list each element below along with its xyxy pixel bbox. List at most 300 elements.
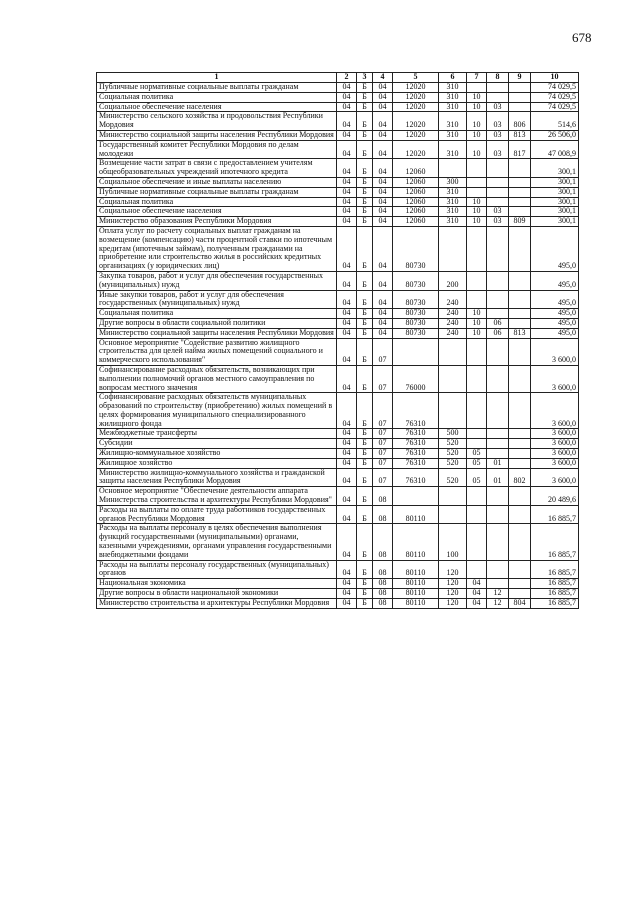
code-target: 80730 xyxy=(393,309,439,319)
code-department xyxy=(509,560,531,579)
code-ministry: 04 xyxy=(337,140,357,159)
row-name: Софинансирование расходных обязательств, возникающих при выполнении полномочий органов местного самоуправления по вопросам местного значения xyxy=(97,365,337,392)
code-department xyxy=(509,92,531,102)
code-subsection xyxy=(487,271,509,290)
code-department xyxy=(509,579,531,589)
row-name: Социальная политика xyxy=(97,197,337,207)
code-department xyxy=(509,102,531,112)
row-amount: 74 029,5 xyxy=(531,102,579,112)
row-amount: 16 885,7 xyxy=(531,560,579,579)
code-subprogram: 07 xyxy=(373,365,393,392)
code-ministry: 04 xyxy=(337,197,357,207)
code-program: Б xyxy=(357,271,373,290)
code-subsection xyxy=(487,177,509,187)
code-program: Б xyxy=(357,290,373,309)
code-subprogram: 04 xyxy=(373,271,393,290)
code-subprogram: 08 xyxy=(373,524,393,560)
column-header: 2 xyxy=(337,73,357,83)
code-expense-type xyxy=(439,338,467,365)
code-section xyxy=(467,487,487,506)
code-program: Б xyxy=(357,505,373,524)
row-name: Жилищно-коммунальное хозяйство xyxy=(97,449,337,459)
row-name: Министерство жилищно-коммунального хозяйства и гражданской защиты населения Республики Мордовия xyxy=(97,468,337,487)
code-expense-type: 310 xyxy=(439,197,467,207)
code-expense-type: 240 xyxy=(439,309,467,319)
row-amount: 495,0 xyxy=(531,318,579,328)
row-amount: 74 029,5 xyxy=(531,83,579,93)
code-subsection xyxy=(487,524,509,560)
code-program: Б xyxy=(357,159,373,178)
row-amount: 16 885,7 xyxy=(531,524,579,560)
code-target: 12060 xyxy=(393,207,439,217)
code-department xyxy=(509,505,531,524)
table-row xyxy=(97,598,579,608)
code-section: 10 xyxy=(467,140,487,159)
table-row xyxy=(97,429,579,439)
code-department xyxy=(509,197,531,207)
code-subprogram: 04 xyxy=(373,187,393,197)
code-subsection xyxy=(487,449,509,459)
code-ministry: 04 xyxy=(337,187,357,197)
row-amount: 26 506,0 xyxy=(531,130,579,140)
code-target: 80730 xyxy=(393,271,439,290)
code-ministry: 04 xyxy=(337,560,357,579)
code-section: 04 xyxy=(467,579,487,589)
code-subsection: 03 xyxy=(487,130,509,140)
table-row xyxy=(97,187,579,197)
code-department xyxy=(509,338,531,365)
code-ministry: 04 xyxy=(337,309,357,319)
code-target: 76310 xyxy=(393,449,439,459)
code-program: Б xyxy=(357,328,373,338)
code-ministry: 04 xyxy=(337,429,357,439)
code-subsection xyxy=(487,487,509,506)
row-amount: 3 600,0 xyxy=(531,468,579,487)
table-row xyxy=(97,468,579,487)
code-program: Б xyxy=(357,524,373,560)
code-expense-type xyxy=(439,487,467,506)
row-amount: 3 600,0 xyxy=(531,338,579,365)
code-subprogram: 04 xyxy=(373,318,393,328)
row-name: Социальная политика xyxy=(97,309,337,319)
column-header: 4 xyxy=(373,73,393,83)
table-row xyxy=(97,449,579,459)
table-row xyxy=(97,365,579,392)
row-amount: 3 600,0 xyxy=(531,365,579,392)
column-header: 10 xyxy=(531,73,579,83)
code-subprogram: 04 xyxy=(373,217,393,227)
code-ministry: 04 xyxy=(337,83,357,93)
code-program: Б xyxy=(357,83,373,93)
code-program: Б xyxy=(357,197,373,207)
code-target: 80730 xyxy=(393,328,439,338)
code-program: Б xyxy=(357,187,373,197)
code-subprogram: 04 xyxy=(373,159,393,178)
code-subprogram: 04 xyxy=(373,102,393,112)
code-subsection xyxy=(487,439,509,449)
code-program: Б xyxy=(357,429,373,439)
row-name: Расходы на выплаты персоналу государственных (муниципальных) органов xyxy=(97,560,337,579)
code-program: Б xyxy=(357,393,373,429)
table-row xyxy=(97,207,579,217)
code-subprogram: 07 xyxy=(373,458,393,468)
budget-table xyxy=(96,72,579,609)
code-department xyxy=(509,439,531,449)
code-subprogram: 04 xyxy=(373,328,393,338)
code-subsection: 03 xyxy=(487,112,509,131)
row-amount: 16 885,7 xyxy=(531,579,579,589)
code-section: 10 xyxy=(467,309,487,319)
row-name: Национальная экономика xyxy=(97,579,337,589)
row-name: Возмещение части затрат в связи с предоставлением учителям общеобразовательных учреждений ипотечного кредита xyxy=(97,159,337,178)
code-program: Б xyxy=(357,207,373,217)
code-subprogram: 04 xyxy=(373,226,393,271)
table-row xyxy=(97,92,579,102)
row-amount: 300,1 xyxy=(531,159,579,178)
code-expense-type: 120 xyxy=(439,598,467,608)
code-ministry: 04 xyxy=(337,130,357,140)
row-name: Основное мероприятие "Содействие развитию жилищного строительства для целей найма жилых помещений социального и коммерческого использования" xyxy=(97,338,337,365)
table-row xyxy=(97,458,579,468)
code-department: 813 xyxy=(509,328,531,338)
code-expense-type: 520 xyxy=(439,458,467,468)
code-section: 04 xyxy=(467,589,487,599)
row-name: Основное мероприятие "Обеспечение деятельности аппарата Министерства строительства и архитектуры Республики Мордовия" xyxy=(97,487,337,506)
row-name: Другие вопросы в области национальной экономики xyxy=(97,589,337,599)
code-subprogram: 04 xyxy=(373,207,393,217)
code-department xyxy=(509,309,531,319)
code-target: 12060 xyxy=(393,197,439,207)
code-ministry: 04 xyxy=(337,271,357,290)
code-target: 80730 xyxy=(393,318,439,328)
code-subprogram: 04 xyxy=(373,140,393,159)
code-target: 80110 xyxy=(393,589,439,599)
row-amount: 16 885,7 xyxy=(531,589,579,599)
code-expense-type xyxy=(439,505,467,524)
code-program: Б xyxy=(357,177,373,187)
code-section xyxy=(467,524,487,560)
code-subprogram: 04 xyxy=(373,112,393,131)
code-program: Б xyxy=(357,226,373,271)
code-program: Б xyxy=(357,468,373,487)
row-name: Другие вопросы в области социальной политики xyxy=(97,318,337,328)
code-section xyxy=(467,429,487,439)
code-ministry: 04 xyxy=(337,589,357,599)
table-row xyxy=(97,524,579,560)
table-row xyxy=(97,83,579,93)
table-row xyxy=(97,439,579,449)
code-section: 10 xyxy=(467,130,487,140)
table-row xyxy=(97,159,579,178)
code-subsection xyxy=(487,83,509,93)
code-department xyxy=(509,449,531,459)
code-section: 05 xyxy=(467,468,487,487)
table-row xyxy=(97,290,579,309)
code-expense-type: 310 xyxy=(439,207,467,217)
row-amount: 16 885,7 xyxy=(531,505,579,524)
code-subprogram: 04 xyxy=(373,177,393,187)
code-section xyxy=(467,439,487,449)
row-amount: 495,0 xyxy=(531,226,579,271)
code-expense-type: 310 xyxy=(439,92,467,102)
row-amount: 47 008,9 xyxy=(531,140,579,159)
code-expense-type: 240 xyxy=(439,318,467,328)
code-program: Б xyxy=(357,92,373,102)
code-ministry: 04 xyxy=(337,487,357,506)
code-expense-type xyxy=(439,365,467,392)
code-department xyxy=(509,159,531,178)
code-target xyxy=(393,338,439,365)
code-subsection: 03 xyxy=(487,207,509,217)
code-ministry: 04 xyxy=(337,468,357,487)
code-expense-type: 120 xyxy=(439,560,467,579)
table-row xyxy=(97,177,579,187)
row-amount: 495,0 xyxy=(531,271,579,290)
code-ministry: 04 xyxy=(337,217,357,227)
code-subsection xyxy=(487,309,509,319)
row-amount: 3 600,0 xyxy=(531,393,579,429)
code-subprogram: 08 xyxy=(373,598,393,608)
code-section: 10 xyxy=(467,197,487,207)
row-amount: 300,1 xyxy=(531,207,579,217)
code-subprogram: 04 xyxy=(373,309,393,319)
code-expense-type: 310 xyxy=(439,112,467,131)
code-section xyxy=(467,83,487,93)
code-program: Б xyxy=(357,309,373,319)
code-program: Б xyxy=(357,487,373,506)
code-subsection: 03 xyxy=(487,217,509,227)
code-expense-type xyxy=(439,159,467,178)
code-section xyxy=(467,159,487,178)
code-program: Б xyxy=(357,458,373,468)
code-subsection xyxy=(487,187,509,197)
code-subprogram: 04 xyxy=(373,130,393,140)
column-header: 7 xyxy=(467,73,487,83)
code-target: 12060 xyxy=(393,217,439,227)
table-row xyxy=(97,271,579,290)
code-subprogram: 08 xyxy=(373,579,393,589)
code-section: 10 xyxy=(467,102,487,112)
code-section xyxy=(467,393,487,429)
code-department xyxy=(509,177,531,187)
table-row xyxy=(97,560,579,579)
code-target: 12020 xyxy=(393,92,439,102)
code-ministry: 04 xyxy=(337,579,357,589)
code-ministry: 04 xyxy=(337,207,357,217)
row-name: Министерство строительства и архитектуры Республики Мордовия xyxy=(97,598,337,608)
code-department xyxy=(509,393,531,429)
code-target: 76310 xyxy=(393,439,439,449)
code-subprogram: 04 xyxy=(373,92,393,102)
code-section xyxy=(467,505,487,524)
row-amount: 300,1 xyxy=(531,187,579,197)
row-amount: 514,6 xyxy=(531,112,579,131)
code-program: Б xyxy=(357,365,373,392)
code-department: 809 xyxy=(509,217,531,227)
code-subsection: 12 xyxy=(487,598,509,608)
row-amount: 300,1 xyxy=(531,177,579,187)
code-ministry: 04 xyxy=(337,449,357,459)
code-department: 804 xyxy=(509,598,531,608)
code-subsection: 01 xyxy=(487,458,509,468)
code-expense-type: 240 xyxy=(439,328,467,338)
code-ministry: 04 xyxy=(337,92,357,102)
code-ministry: 04 xyxy=(337,102,357,112)
code-ministry: 04 xyxy=(337,505,357,524)
code-subsection: 12 xyxy=(487,589,509,599)
code-expense-type xyxy=(439,393,467,429)
column-header: 5 xyxy=(393,73,439,83)
code-subsection xyxy=(487,579,509,589)
row-amount: 495,0 xyxy=(531,309,579,319)
code-expense-type: 200 xyxy=(439,271,467,290)
code-subsection xyxy=(487,505,509,524)
code-department xyxy=(509,429,531,439)
code-target: 12060 xyxy=(393,159,439,178)
code-section xyxy=(467,177,487,187)
code-subprogram: 07 xyxy=(373,393,393,429)
row-name: Социальная политика xyxy=(97,92,337,102)
code-program: Б xyxy=(357,112,373,131)
code-expense-type: 240 xyxy=(439,290,467,309)
code-ministry: 04 xyxy=(337,458,357,468)
code-target: 80730 xyxy=(393,290,439,309)
code-department xyxy=(509,271,531,290)
code-subprogram: 07 xyxy=(373,468,393,487)
code-department xyxy=(509,187,531,197)
row-name: Публичные нормативные социальные выплаты гражданам xyxy=(97,187,337,197)
code-target: 80110 xyxy=(393,524,439,560)
code-subsection xyxy=(487,197,509,207)
code-section: 10 xyxy=(467,112,487,131)
code-section xyxy=(467,560,487,579)
code-subprogram: 07 xyxy=(373,338,393,365)
table-row xyxy=(97,102,579,112)
code-ministry: 04 xyxy=(337,318,357,328)
code-program: Б xyxy=(357,598,373,608)
code-department xyxy=(509,524,531,560)
code-ministry: 04 xyxy=(337,524,357,560)
code-program: Б xyxy=(357,560,373,579)
table-row xyxy=(97,505,579,524)
code-program: Б xyxy=(357,589,373,599)
page-number: 678 xyxy=(572,30,592,45)
table-row xyxy=(97,393,579,429)
code-expense-type: 520 xyxy=(439,439,467,449)
code-expense-type: 310 xyxy=(439,187,467,197)
code-department xyxy=(509,226,531,271)
code-department xyxy=(509,365,531,392)
code-section: 04 xyxy=(467,598,487,608)
table-row xyxy=(97,226,579,271)
code-expense-type: 500 xyxy=(439,429,467,439)
table-row xyxy=(97,112,579,131)
row-name: Софинансирование расходных обязательств муниципальных образований по строительству (приобретению) жилых помещений в целях формирования муниципального специализированного жилищного фонда xyxy=(97,393,337,429)
code-department: 817 xyxy=(509,140,531,159)
code-subprogram: 04 xyxy=(373,83,393,93)
row-amount: 3 600,0 xyxy=(531,439,579,449)
code-expense-type: 310 xyxy=(439,102,467,112)
code-subsection: 06 xyxy=(487,318,509,328)
code-department xyxy=(509,487,531,506)
code-section: 10 xyxy=(467,92,487,102)
code-ministry: 04 xyxy=(337,439,357,449)
row-name: Расходы на выплаты персоналу в целях обеспечения выполнения функций государственными (муниципальными) органами, казенными учреждениями, органами управления государственными внебюджетными фондами xyxy=(97,524,337,560)
row-name: Закупка товаров, работ и услуг для обеспечения государственных (муниципальных) нужд xyxy=(97,271,337,290)
code-target: 12020 xyxy=(393,102,439,112)
row-amount: 495,0 xyxy=(531,290,579,309)
code-subsection xyxy=(487,226,509,271)
code-section xyxy=(467,271,487,290)
code-program: Б xyxy=(357,140,373,159)
row-amount: 3 600,0 xyxy=(531,449,579,459)
row-name: Субсидии xyxy=(97,439,337,449)
code-program: Б xyxy=(357,130,373,140)
row-name: Министерство социальной защиты населения Республики Мордовия xyxy=(97,130,337,140)
code-ministry: 04 xyxy=(337,338,357,365)
column-header: 6 xyxy=(439,73,467,83)
code-department xyxy=(509,207,531,217)
code-expense-type: 310 xyxy=(439,83,467,93)
row-amount: 300,1 xyxy=(531,217,579,227)
code-department: 813 xyxy=(509,130,531,140)
row-name: Министерство образования Республики Мордовия xyxy=(97,217,337,227)
code-section: 05 xyxy=(467,458,487,468)
row-amount: 300,1 xyxy=(531,197,579,207)
code-program: Б xyxy=(357,318,373,328)
row-amount: 16 885,7 xyxy=(531,598,579,608)
code-subsection: 03 xyxy=(487,140,509,159)
code-target: 76310 xyxy=(393,458,439,468)
table-row xyxy=(97,589,579,599)
table-row xyxy=(97,309,579,319)
code-subsection xyxy=(487,290,509,309)
code-program: Б xyxy=(357,217,373,227)
code-ministry: 04 xyxy=(337,328,357,338)
column-header: 1 xyxy=(97,73,337,83)
code-subsection: 01 xyxy=(487,468,509,487)
table-row xyxy=(97,197,579,207)
code-department xyxy=(509,83,531,93)
code-section xyxy=(467,226,487,271)
code-program: Б xyxy=(357,449,373,459)
table-row xyxy=(97,338,579,365)
code-target: 80110 xyxy=(393,560,439,579)
row-amount: 3 600,0 xyxy=(531,429,579,439)
code-subprogram: 08 xyxy=(373,589,393,599)
code-subsection xyxy=(487,338,509,365)
code-subprogram: 08 xyxy=(373,505,393,524)
code-ministry: 04 xyxy=(337,159,357,178)
code-program: Б xyxy=(357,102,373,112)
code-subsection: 03 xyxy=(487,102,509,112)
code-target: 76310 xyxy=(393,429,439,439)
code-expense-type: 310 xyxy=(439,130,467,140)
code-program: Б xyxy=(357,579,373,589)
code-program: Б xyxy=(357,338,373,365)
row-name: Социальное обеспечение и иные выплаты населению xyxy=(97,177,337,187)
code-subsection xyxy=(487,429,509,439)
code-target: 12020 xyxy=(393,140,439,159)
code-target: 80730 xyxy=(393,226,439,271)
code-expense-type xyxy=(439,226,467,271)
row-amount: 74 029,5 xyxy=(531,92,579,102)
code-target: 76310 xyxy=(393,393,439,429)
code-target: 12020 xyxy=(393,112,439,131)
row-name: Социальное обеспечение населения xyxy=(97,207,337,217)
table-row xyxy=(97,328,579,338)
column-header: 3 xyxy=(357,73,373,83)
